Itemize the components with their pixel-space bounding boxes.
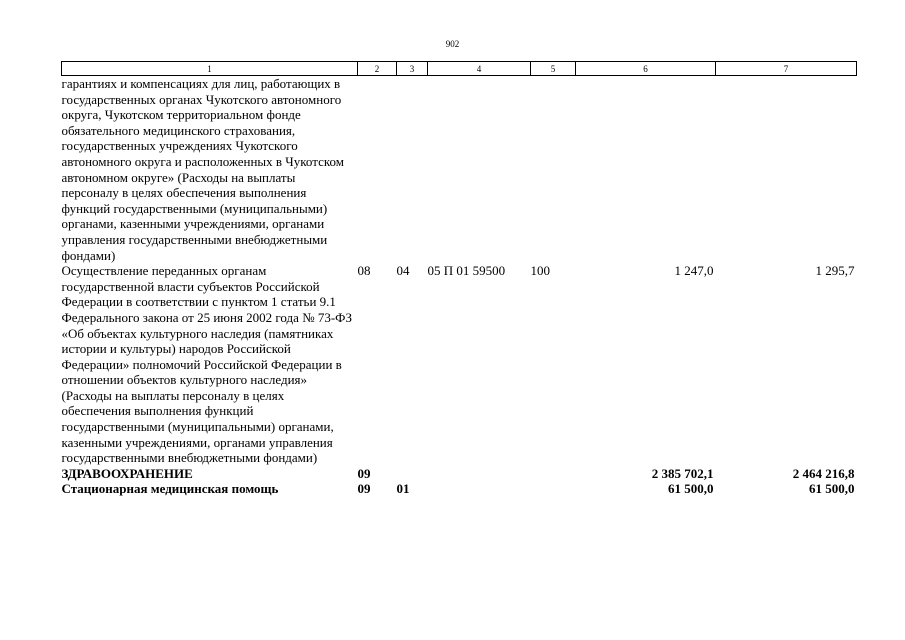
row-expense-type: [531, 466, 576, 482]
row-amount-year-1: 2 385 702,1: [651, 465, 714, 481]
table-row: [62, 263, 857, 466]
row-target-article: 05 П 01 59500: [427, 263, 506, 279]
row-expense-type: [531, 481, 576, 497]
row-description: Осуществление переданных органам государственной власти субъектов Российской Федерации в соответствии с пунктом 1 статьи 9.1 Федерального закона от 25 июня 2002 года № 73-ФЗ «Об объектах культурного наследия (памятниках истории и культуры) народов Российской Федерации» полномочий Российской Федерации в отношении объектов культурного наследия» (Расходы на выплаты персоналу в целях обеспечения выполнения функций государственными (муниципальными) органами, казенными учреждениями, органами управления государственными внебюджетными фондами): [61, 263, 352, 466]
table-row: [62, 466, 857, 482]
row-section: 09: [357, 465, 371, 481]
column-header-6: 6: [576, 62, 716, 76]
row-amount-year-2: [716, 76, 857, 264]
row-amount-year-2: 1 295,7: [815, 263, 855, 279]
row-description: гарантиях и компенсациях для лиц, работающих в государственных органах Чукотского автономного округа, Чукотском территориальном фонде обязательного медицинского страхования, государственных учреждениях Чукотского автономного округа и расположенных в Чукотском автономном округе» (Расходы на выплаты персоналу в целях обеспечения выполнения функций государственными (муниципальными) органами, казенными учреждениями, органами управления государственными внебюджетными фондами): [61, 76, 344, 263]
row-amount-year-1: 1 247,0: [674, 263, 714, 279]
page-number: 902: [445, 39, 460, 49]
column-header-5: 5: [531, 62, 576, 76]
row-amount-year-1: 61 500,0: [668, 481, 714, 497]
row-expense-type: [531, 76, 576, 264]
table-row: [62, 481, 857, 497]
column-header-1: 1: [62, 62, 358, 76]
column-header-7: 7: [716, 62, 857, 76]
row-subsection: 04: [396, 263, 410, 279]
row-section: 09: [357, 481, 371, 497]
row-subsection: 01: [396, 481, 410, 497]
row-section: 08: [357, 263, 371, 279]
table-row: [62, 76, 857, 264]
column-header-3: 3: [397, 62, 428, 76]
row-section: [358, 76, 397, 264]
row-expense-type: 100: [530, 263, 550, 279]
budget-table: [61, 61, 857, 497]
row-description: Стационарная медицинская помощь: [61, 481, 279, 497]
table-header-row: [62, 62, 857, 76]
row-amount-year-1: [576, 76, 716, 264]
row-target-article: [428, 76, 531, 264]
row-subsection: [397, 466, 428, 482]
column-header-2: 2: [358, 62, 397, 76]
row-description: ЗДРАВООХРАНЕНИЕ: [61, 465, 193, 481]
column-header-4: 4: [428, 62, 531, 76]
row-target-article: [428, 481, 531, 497]
row-subsection: [397, 76, 428, 264]
row-target-article: [428, 466, 531, 482]
row-amount-year-2: 61 500,0: [809, 481, 855, 497]
row-amount-year-2: 2 464 216,8: [792, 465, 855, 481]
